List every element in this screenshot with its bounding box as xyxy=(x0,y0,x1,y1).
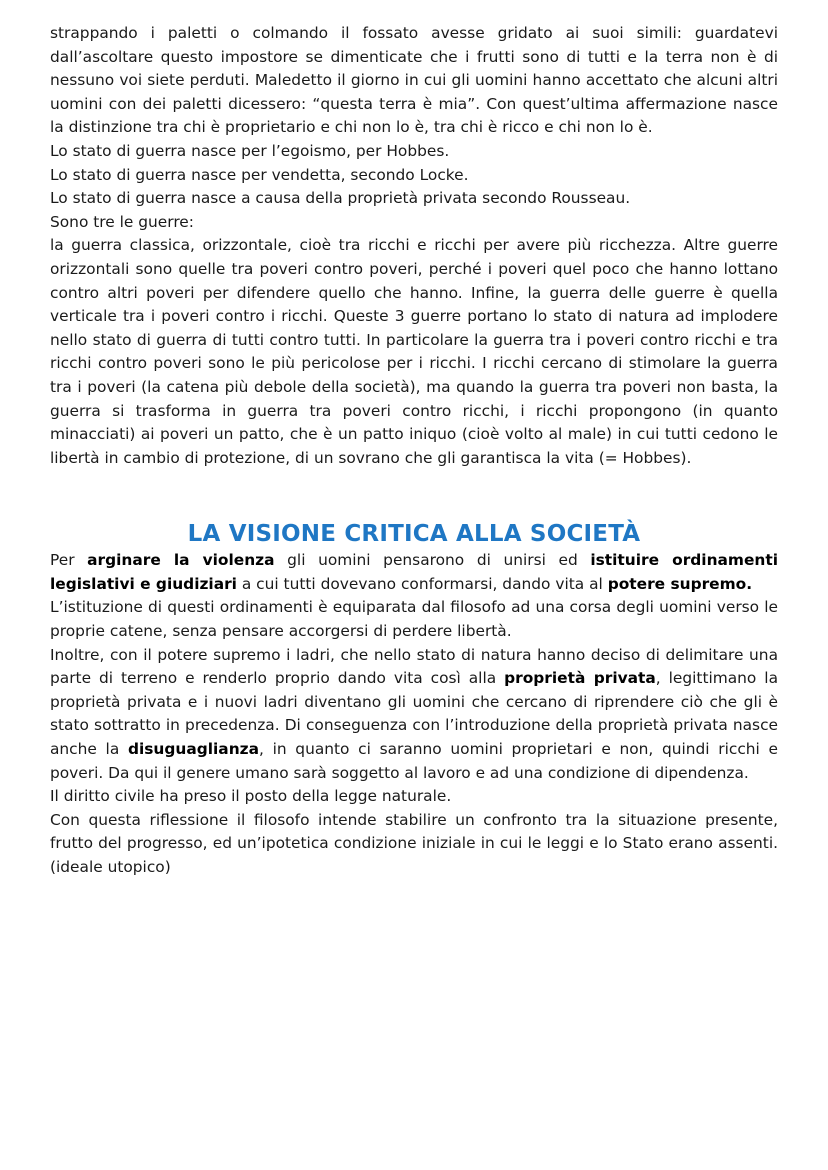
line-hobbes: Lo stato di guerra nasce per l’egoismo, per Hobbes. xyxy=(50,141,450,160)
bold-run: istituire ordinamenti legislativi e giudiziari xyxy=(50,551,778,593)
text-run: , in quanto ci saranno uomini proprietari e non, quindi ricchi e poveri. Da qui il genere umano sarà soggetto al lavoro e ad una condizione di dipendenza. xyxy=(50,740,778,782)
text-run: , legittimano la proprietà privata e i nuovi ladri diventano gli uomini che cercano di riprendere ciò che gli è stato sottratto in precedenza. Di conseguenza con l’introduzione della proprietà privata nasce anche la xyxy=(50,669,778,759)
line-three-wars: Sono tre le guerre: xyxy=(50,212,194,231)
bold-run: potere supremo. xyxy=(607,574,753,593)
paragraph-property xyxy=(50,644,778,786)
line-civil-law: Il diritto civile ha preso il posto della legge naturale. xyxy=(50,787,452,806)
line-rousseau: Lo stato di guerra nasce a causa della proprietà privata secondo Rousseau. xyxy=(50,189,631,208)
line-locke: Lo stato di guerra nasce per vendetta, secondo Locke. xyxy=(50,165,469,184)
paragraph-power xyxy=(50,549,778,596)
paragraph-reflection: Con questa riflessione il filosofo intende stabilire un confronto tra la situazione presente, frutto del progresso, ed un’ipotetica condizione iniziale in cui le leggi e lo Stato erano assenti. (ideale utopico) xyxy=(50,810,778,876)
text-run: Per xyxy=(50,551,88,570)
text-run: gli uomini pensarono di unirsi ed xyxy=(274,551,591,570)
paragraph-chains: L’istituzione di questi ordinamenti è equiparata dal filosofo ad una corsa degli uomini verso le proprie catene, senza pensare accorgersi di perdere libertà. xyxy=(50,598,778,641)
bold-run: proprietà privata xyxy=(504,669,656,688)
bold-run: disuguaglianza xyxy=(127,740,259,759)
section-heading: LA VISIONE CRITICA ALLA SOCIETÀ xyxy=(187,521,641,548)
paragraph-rousseau-quote: strappando i paletti o colmando il fossato avesse gridato ai suoi simili: guardatevi dall’ascoltare questo impostore se dimenticate che i frutti sono di tutti e la terra non è di nessuno voi siete perduti. Maledetto il giorno in cui gli uomini hanno accettato che alcuni altri uomini con dei paletti dicessero: “questa terra è mia”. Con quest’ultima affermazione nasce la distinzione tra chi è proprietario e chi non lo è, tra chi è ricco e chi non lo è. xyxy=(50,24,778,137)
text-run: Inoltre, con il potere supremo i ladri, che nello stato di natura hanno deciso di delimitare una parte di terreno e renderlo proprio dando vita così alla xyxy=(50,645,778,688)
bold-run: arginare la violenza xyxy=(87,551,275,570)
paragraph-wars: la guerra classica, orizzontale, cioè tra ricchi e ricchi per avere più ricchezza. Altre guerre orizzontali sono quelle tra poveri contro poveri, perché i poveri quel poco che hanno lottano contro altri poveri per difendere quello che hanno. Infine, la guerra delle guerre è quella verticale tra i poveri contro i ricchi. Queste 3 guerre portano lo stato di natura ad implodere nello stato di guerra di tutti contro tutti. In particolare la guerra tra i poveri contro ricchi e tra ricchi contro poveri sono le più pericolose per i ricchi. I ricchi cercano di stimolare la guerra tra i poveri (la catena più debole della società), ma quando la guerra tra poveri non basta, la guerra si trasforma in guerra tra poveri contro ricchi, i ricchi propongono (in quanto minacciati) ai poveri un patto, che è un patto iniquo (cioè volto al male) in cui tutti cedono le libertà in cambio di protezione, di un sovrano che gli garantisca la vita (= Hobbes). xyxy=(50,236,778,467)
text-run: a cui tutti dovevano conformarsi, dando vita al xyxy=(236,574,608,593)
